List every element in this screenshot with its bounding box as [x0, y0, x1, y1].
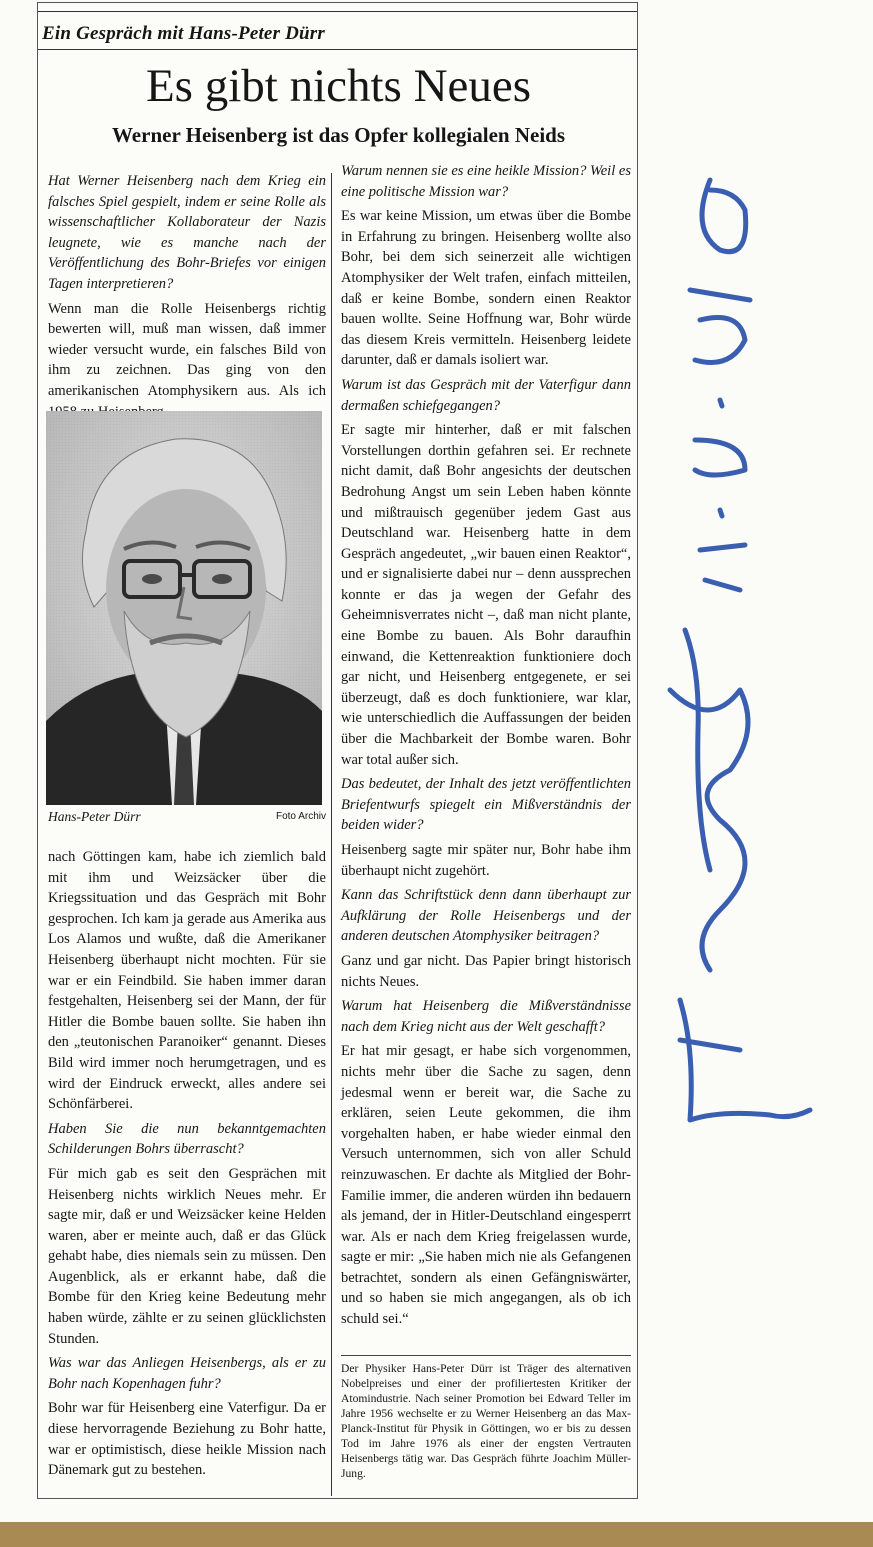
interview-answer: nach Göttingen kam, habe ich ziemlich bald mit ihm und Weizsäcker über die Kriegssituation und das Gespräch mit Bohr gesprochen. Ich kam ja gerade aus Amerika aus Los Alamos und wußte, daß die Amerikaner Heisenberg überhaupt nicht mochten. Für sie war er ein Feindbild. Sie haben immer daran festgehalten, Heisenberg sei der Mann, der für Hitler die Bombe bauen sollte. Sie haben ihn den „teutonischen Paranoiker“ genannt. Dieses Bild wird immer noch herumgetragen, und es wird der Eindruck erweckt, alles andere sei Schönfärberei. — [48, 849, 326, 1113]
interview-answer: Es war keine Mission, um etwas über die Bombe in Erfahrung zu bringen. Heisenberg wollte also Bohr, bei dem sich seinerzeit alle wichtigen Atomphysiker der Welt trafen, einfach mitteilen, daß er keine Bombe, sondern einen Reaktor bauen wollte. Seine Hoffnung war, Bohr würde das diesem Kreis vermitteln. Heisenberg leidete darunter, daß er damals isoliert war. — [341, 208, 631, 369]
interview-answer: Ganz und gar nicht. Das Papier bringt historisch nichts Neues. — [341, 952, 631, 990]
interview-answer: Er sagte mir hinterher, daß er mit falschen Vorstellungen dorthin gefahren sei. Er rechnete nicht damit, daß Bohr angesichts der deutschen Bedrohung Angst um sein Leben haben könnte und mißtrauisch gegenüber jedem Gast aus Deutschland war. Heisenberg hatte in dem Gespräch angedeutet, „wir bauen einen Reaktor“, und er signalisierte dabei nur – denn aussprechen konnte er das ja wegen der Gefahr des Geheimnisverrates nicht –, daß man nicht plante, eine Bombe zu bauen. Als Bohr daraufhin einwand, die Kettenreaktion funktioniere doch gar nicht, und Heisenberg entgegenete, er sei überzeugt, daß es doch funktioniere, war klar, wie unterschiedlich die Auffassungen der beiden über die Machbarkeit der Bombe waren. Bohr war total außer sich. — [341, 422, 631, 768]
interview-question: Warum ist das Gespräch mit der Vaterfigur dann dermaßen schiefgegangen? — [341, 376, 631, 414]
photo-caption-row — [48, 809, 326, 825]
interview-answer: Für mich gab es seit den Gesprächen mit Heisenberg nichts wirklich Neues mehr. Er sagte mir, daß er und Weizsäcker keine Helden waren, aber er meinte auch, daß er das Glück gehabt habe, dies niemals sein zu müssen. Den Augenblick, als er erkannt habe, daß die Bombe für den Krieg keine Bedeutung mehr haben würde, zählte er zu seinen glücklichsten Stunden. — [48, 1165, 326, 1347]
interview-question: Das bedeutet, der Inhalt des jetzt veröffentlichten Briefentwurfs spiegelt ein Mißverständnis der beiden wider? — [341, 776, 631, 834]
column-left-bottom — [48, 847, 326, 1485]
photo-credit: Foto Archiv — [275, 811, 326, 822]
interview-question: Warum nennen sie es eine heikle Mission? Weil es eine politische Mission war? — [341, 163, 631, 200]
interview-question: Hat Werner Heisenberg nach dem Krieg ein falsches Spiel gespielt, indem er seine Rolle als wissenschaftlicher Kollaborateur der Nazis leugnete, wie es manche nach der Veröffentlichung des Bohr-Briefes vor einigen Tagen interpretieren? — [48, 173, 326, 292]
bio-rule — [341, 1355, 631, 1356]
interview-question: Haben Sie die nun bekanntgemachten Schilderungen Bohrs überrascht? — [48, 1120, 326, 1158]
interview-answer: Heisenberg sagte mir später nur, Bohr habe ihm überhaupt nicht zugehört. — [341, 842, 631, 879]
newspaper-clipping — [37, 2, 638, 1499]
handwritten-annotation — [650, 170, 850, 1180]
interview-answer: Bohr war für Heisenberg eine Vaterfigur. Da er diese hervorragende Beziehung zu Bohr hatte, war er optimistisch, diese heikle Mission nach Dänemark gut zu bestehen. — [48, 1400, 326, 1479]
interview-answer: Wenn man die Rolle Heisenbergs richtig bewerten will, muß man wissen, daß immer wieder versucht wurde, ein falsches Bild von ihm zu zeichnen. Das ging von den amerikanischen Atomphysikern aus. Als ich — [48, 300, 326, 399]
interview-answer: Er hat mir gesagt, er habe sich vorgenommen, nichts mehr über die Sache zu sagen, denn jedesmal wenn er bereit war, die Sache zu erklären, seien Leute gekommen, die ihm vorgehalten haben, er habe wieder einmal den Versuch unternommen, sich von aller Schuld reinzuwaschen. Er dachte als Mitglied der Bohr-Familie immer, die anderen würden ihn bedauern als jemand, der in Hitler-Deutschland eingesperrt war. Als er nach dem Krieg freigelassen wurde, sagte er mir: „Sie haben mich nie als Gefangenen betrachtet, sondern als einen Gefängniswärter, und so haben sie mich angegangen, als ob ich schuld sei.“ — [341, 1043, 631, 1328]
article-headline: Es gibt nichts Neues — [145, 60, 532, 112]
kicker-rule — [38, 49, 637, 50]
article-kicker: Ein Gespräch mit Hans-Peter Dürr — [42, 23, 325, 44]
interview-question: Kann das Schriftstück denn dann überhaupt zur Aufklärung der Rolle Heisenbergs und der anderen deutschen Atomphysiker beitragen? — [341, 887, 631, 945]
portrait-photo — [46, 411, 322, 805]
column-right — [341, 161, 631, 1334]
column-left-top — [48, 171, 326, 426]
scanner-bottom-strip — [0, 1522, 873, 1547]
interview-question: Warum hat Heisenberg die Mißverständnisse nach dem Krieg nicht aus der Welt geschafft? — [341, 998, 631, 1035]
column-divider — [331, 173, 332, 1496]
photo-caption: Hans-Peter Dürr — [48, 809, 141, 824]
top-rule — [38, 11, 637, 12]
interview-question: Was war das Anliegen Heisenbergs, als er zu Bohr nach Kopenhagen fuhr? — [48, 1355, 326, 1392]
article-subheadline: Werner Heisenberg ist das Opfer kollegialen Neids — [111, 123, 566, 147]
portrait-image — [46, 411, 322, 805]
bio-note: Der Physiker Hans-Peter Dürr ist Träger des alternativen Nobelpreises und einer der profiliertesten Kritiker der Atomindustrie. Nach seiner Promotion bei Edward Teller im Jahre 1956 wechselte er zu Werner Heisenberg an das Max-Planck-Institut für Physik in Göttingen, wo er bis zu dessen Tod im Jahre 1976 als einer der engsten Vertrauten Heisenbergs tätig war. Das Gespräch führte Joachim Müller-Jung. — [341, 1362, 631, 1480]
